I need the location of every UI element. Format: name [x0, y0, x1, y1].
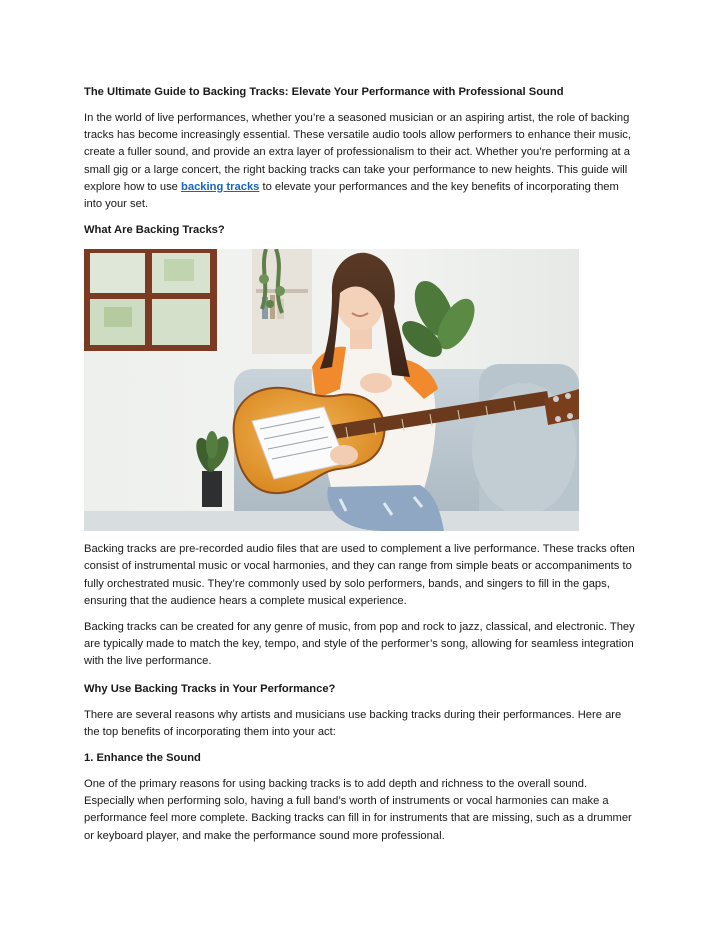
window — [84, 249, 217, 351]
section-heading-enhance-sound: 1. Enhance the Sound — [84, 752, 201, 765]
definition-paragraph-2: Backing tracks can be created for any genre of music, from pop and rock to jazz, classical, and electronic. They are typically made to match the key, tempo, and style of the performer’s song, allowing for seamless integration with the live performance. — [84, 621, 635, 668]
intro-text-after-link: to elevate your performances and the key benefits of incorporating them into your set. — [84, 180, 619, 211]
intro-text-before-link: In the world of live performances, whether you’re a seasoned musician or an aspiring artist, the role of backing tracks has become increasingly essential. These versatile audio tools allow performers to enhance their music, create a fuller sound, and provide an extra layer of professionalism to their act. Whether you’re performing at a small gig or a large concert, the right backing tracks can take your performance to new heights. This guide will explore how to use — [84, 112, 632, 193]
reasons-paragraph: There are several reasons why artists and musicians use backing tracks during their performances. Here are the top benefits of incorporating them into your act: — [84, 708, 622, 738]
section-heading-what: What Are Backing Tracks? — [84, 224, 225, 237]
enhance-paragraph: One of the primary reasons for using backing tracks is to add depth and richness to the overall sound. Especially when performing solo, having a full band’s worth of instruments or vocal harmonies can make a performance feel more complete. Backing tracks can fill in for instruments that are missing, such as a drummer or keyboard player, and make the performance sound more professional. — [84, 778, 632, 842]
article-title: The Ultimate Guide to Backing Tracks: Elevate Your Performance with Professional Sound — [84, 86, 564, 98]
right-hand — [360, 373, 392, 393]
backing-tracks-link[interactable]: backing tracks — [181, 180, 260, 193]
intro-paragraph — [84, 110, 636, 213]
hero-photo-guitarist — [84, 249, 579, 531]
document-page — [84, 84, 636, 845]
section-heading-why: Why Use Backing Tracks in Your Performance? — [84, 682, 336, 695]
definition-paragraph-1: Backing tracks are pre-recorded audio files that are used to complement a live performance. These tracks often consist of instrumental music or vocal harmonies, and they can range from simple beats or accompaniments to fully orchestrated music. They’re commonly used by solo performers, bands, and singers to fill in the gaps, ensuring that the audience hears a complete musical experience. — [84, 543, 635, 607]
left-hand — [330, 445, 358, 465]
